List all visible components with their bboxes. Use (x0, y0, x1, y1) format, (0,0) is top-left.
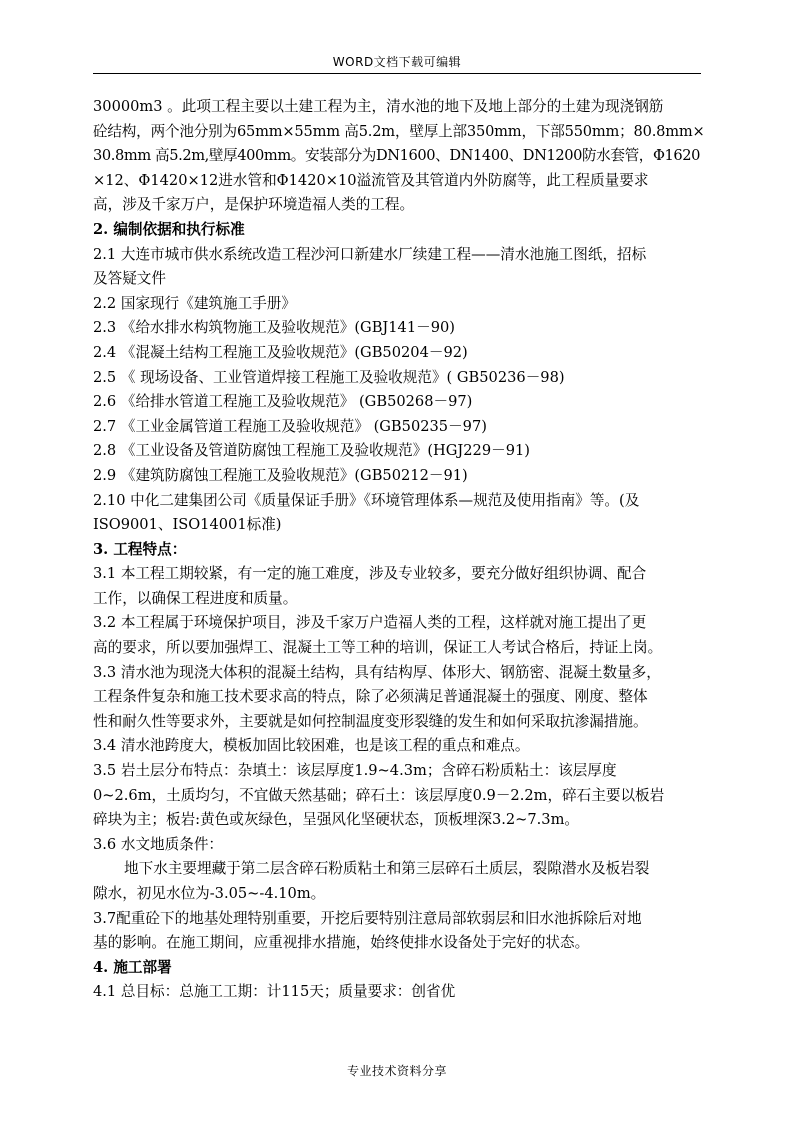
text-line: 2.10 中化二建集团公司《质量保证手册》《环境管理体系—规范及使用指南》等。(及 (93, 491, 640, 509)
text-line: 4.1 总目标：总施工工期：计115天；质量要求：创省优 (93, 983, 456, 1001)
header-divider (93, 73, 701, 74)
text-line: 2.8 《工业设备及管道防腐蚀工程施工及验收规范》(HGJ229－91) (93, 442, 530, 460)
text-line: 砼结构，两个池分别为65mm×55mm 高5.2m，壁厚上部350mm，下部550mm；80.8mm× (93, 122, 705, 140)
section-heading: 3. 工程特点： (93, 540, 187, 558)
text-line: 工作，以确保工程进度和质量。 (93, 589, 298, 607)
text-line: 3.3 清水池为现浇大体积的混凝土结构，具有结构厚、体形大、钢筋密、混凝土数量多， (93, 663, 661, 681)
text-line: 3.4 清水池跨度大，模板加固比较困难，也是该工程的重点和难点。 (93, 737, 530, 755)
page-header: WORD文档下载可编辑 (332, 55, 462, 69)
text-line: 基的影响。在施工期间，应重视排水措施，始终使排水设备处于完好的状态。 (93, 934, 590, 952)
text-line: ISO9001、ISO14001标准) (93, 516, 282, 534)
text-line: 及答疑文件 (93, 270, 166, 288)
text-line: 2.2 国家现行《建筑施工手册》 (93, 294, 296, 312)
text-line: 2.9 《建筑防腐蚀工程施工及验收规范》(GB50212－91) (93, 466, 468, 484)
text-line: 2.7 《工业金属管道工程施工及验收规范》 (GB50235－97) (93, 417, 487, 435)
document-body (93, 95, 705, 1005)
text-line: 3.6 水文地质条件： (93, 835, 224, 853)
text-line: ×12、Φ1420×12进水管和Φ1420×10溢流管及其管道内外防腐等，此工程质量要求 (93, 171, 649, 189)
text-line: 隙水，初见水位为-3.05~-4.10m。 (93, 885, 326, 902)
text-line: 3.2 本工程属于环境保护项目，涉及千家万户造福人类的工程，这样就对施工提出了更 (93, 614, 647, 632)
text-line: 30.8mm 高5.2m,壁厚400mm。安装部分为DN1600、DN1400、DN1200防水套管，Φ1620 (93, 147, 701, 165)
text-line: 3.7配重砼下的地基处理特别重要，开挖后要特别注意局部软弱层和旧水池拆除后对地 (93, 909, 642, 927)
text-line: 性和耐久性等要求外，主要就是如何控制温度变形裂缝的发生和如何采取抗渗漏措施。 (93, 712, 648, 730)
text-line: 3.1 本工程工期较紧，有一定的施工难度，涉及专业较多，要充分做好组织协调、配合 (93, 565, 647, 583)
text-line: 地下水主要埋藏于第二层含碎石粉质粘土和第三层碎石土质层，裂隙潜水及板岩裂 (124, 860, 650, 878)
page-footer: 专业技术资料分享 (346, 1064, 447, 1078)
text-line: 高的要求，所以要加强焊工、混凝土工等工种的培训，保证工人考试合格后，持证上岗。 (93, 639, 663, 657)
text-line: 2.1 大连市城市供水系统改造工程沙河口新建水厂续建工程——清水池施工图纸，招标 (93, 245, 647, 263)
section-heading: 4. 施工部署 (93, 958, 172, 976)
text-line: 工程条件复杂和施工技术要求高的特点，除了必须满足普通混凝土的强度、刚度、整体 (93, 688, 648, 706)
text-line: 0~2.6m，土质均匀，不宜做天然基础；碎石土：该层厚度0.9－2.2m，碎石主要以板岩 (93, 786, 665, 804)
text-line: 30000m3 。此项工程主要以土建工程为主，清水池的地下及地上部分的土建为现浇钢筋 (93, 98, 664, 115)
text-line: 2.4 《混凝土结构工程施工及验收规范》(GB50204－92) (93, 343, 468, 361)
text-line: 2.3 《给水排水构筑物施工及验收规范》(GBJ141－90) (93, 319, 455, 337)
text-line: 2.5 《 现场设备、工业管道焊接工程施工及验收规范》( GB50236－98) (93, 368, 565, 386)
text-line: 3.5 岩土层分布特点：杂填土：该层厚度1.9~4.3m；含碎石粉质粘土：该层厚度 (93, 762, 617, 780)
text-line: 高，涉及千家万户，是保护环境造福人类的工程。 (93, 196, 415, 214)
text-line: 2.6 《给排水管道工程施工及验收规范》 (GB50268－97) (93, 393, 473, 411)
text-line: 碎块为主；板岩:黄色或灰绿色，呈强风化坚硬状态，顶板埋深3.2~7.3m。 (93, 811, 580, 829)
section-heading: 2. 编制依据和执行标准 (93, 220, 245, 238)
